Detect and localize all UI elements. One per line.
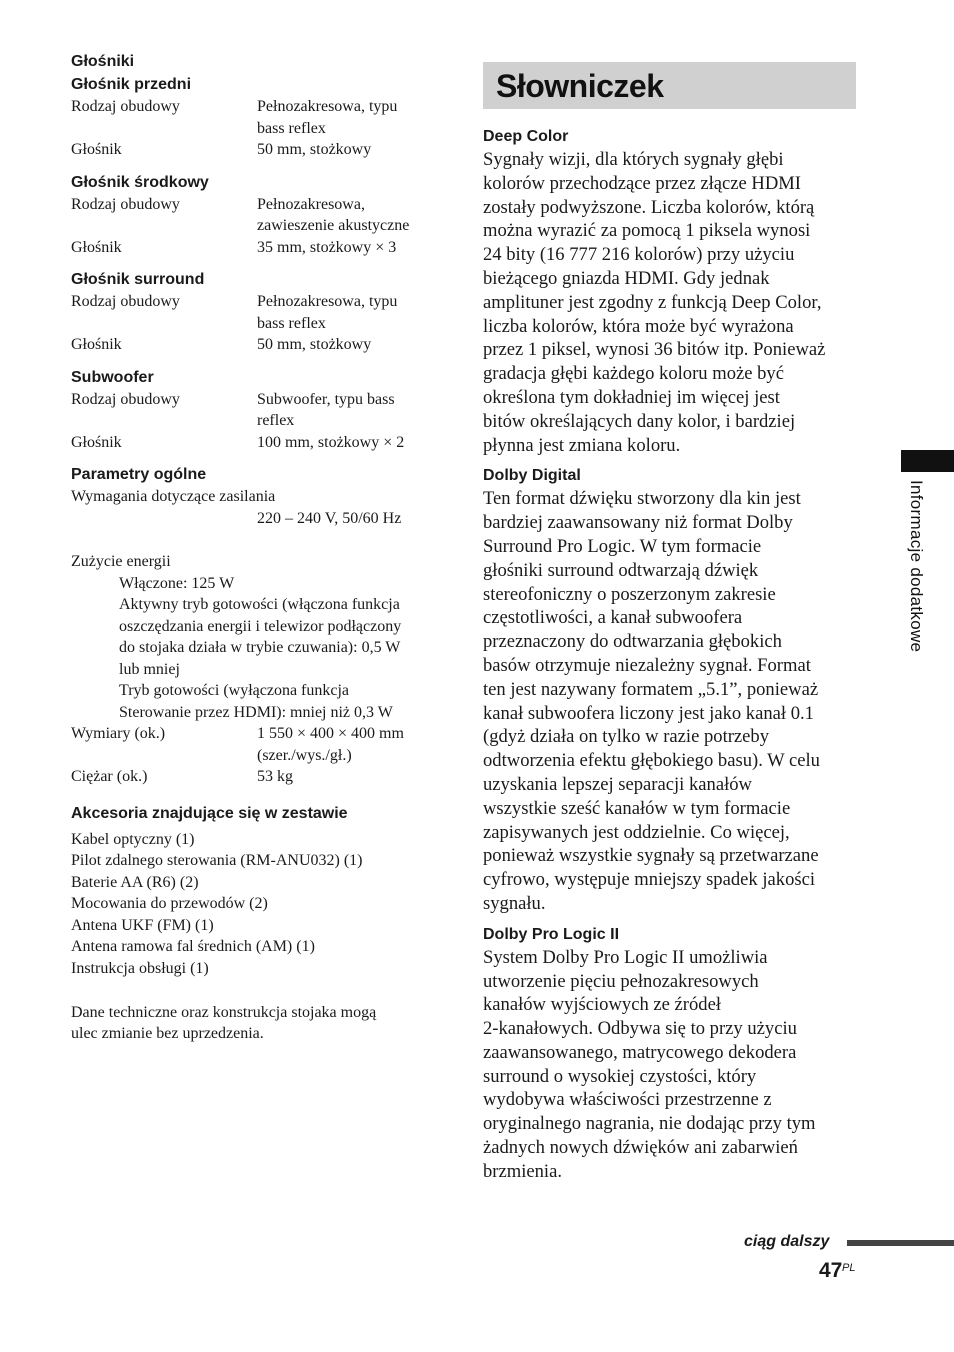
definition-line: 24 bity (16 777 216 kolorów) przy użyciu	[483, 244, 795, 266]
definition-line: System Dolby Pro Logic II umożliwia	[483, 946, 768, 968]
continued-bar	[847, 1240, 954, 1246]
definition-line: gradacja głębi każdego koloru może być	[483, 363, 784, 385]
definition-line: Ten format dźwięku stworzony dla kin jest	[483, 488, 801, 510]
weight-value: 53 kg	[257, 768, 293, 785]
spec-value	[257, 96, 451, 139]
spec-value	[257, 389, 451, 432]
spec-label: Rodzaj obudowy	[71, 390, 180, 408]
accessories-heading: Akcesoria znajdujące się w zestawie	[71, 804, 348, 822]
definition-line: wszystkie sześć kanałów w tym formacie	[483, 797, 791, 819]
definition-line: uzyskania lepszej separacji kanałów	[483, 773, 752, 795]
spec-value	[257, 291, 451, 334]
consumption-line: Aktywny tryb gotowości (włączona funkcja	[119, 596, 400, 613]
spec-value-line: bass reflex	[257, 119, 326, 137]
spec-row	[71, 723, 451, 766]
spec-row	[71, 291, 451, 334]
consumption-line: do stojaka działa w trybie czuwania): 0,5 W	[119, 639, 401, 656]
spec-value-line: 1 550 × 400 × 400 mm	[257, 725, 404, 742]
glossary-banner	[483, 62, 856, 109]
spec-label: Rodzaj obudowy	[71, 98, 180, 115]
definition-line: oryginalnego nagrania, nie dodając przy tym	[483, 1113, 816, 1135]
definition-line: bieżącego gniazda HDMI. Gdy jednak	[483, 267, 770, 289]
glossary-term: Dolby Pro Logic II	[483, 925, 620, 943]
spec-value-line: Subwoofer, typu bass	[257, 390, 395, 408]
definition-line: Surround Pro Logic. W tym formacie	[483, 535, 762, 557]
glossary-definition	[483, 148, 857, 457]
spec-value: 35 mm, stożkowy × 3	[257, 238, 397, 256]
spec-label: Rodzaj obudowy	[71, 195, 180, 213]
glossary-title: Słowniczek	[496, 68, 664, 104]
speakers-heading: Głośniki	[71, 53, 135, 70]
section-tab-marker	[901, 450, 954, 472]
spec-value: 50 mm, stożkowy	[257, 336, 372, 353]
spec-row	[71, 96, 451, 139]
general-parameters-heading: Parametry ogólne	[71, 466, 207, 483]
power-requirements-value: 220 – 240 V, 50/60 Hz	[257, 509, 402, 527]
definition-line: kolorów przechodzące przez złącze HDMI	[483, 172, 801, 194]
definition-line: zaawansowanego, matrycowego dekodera	[483, 1041, 797, 1063]
definition-line: określona tym dokładniej im więcej jest	[483, 386, 780, 408]
spec-label: Głośnik	[71, 238, 122, 256]
continued-label: ciąg dalszy	[744, 1233, 830, 1250]
dimensions-value	[257, 723, 451, 766]
glossary-column	[483, 126, 857, 1184]
front-speaker-heading: Głośnik przedni	[71, 76, 192, 93]
subwoofer-heading: Subwoofer	[71, 368, 154, 386]
definition-line: amplituner jest zgodny z funkcją Deep Color,	[483, 291, 822, 313]
spec-change-note	[71, 1002, 451, 1045]
spec-value-line: bass reflex	[257, 314, 326, 332]
spec-value-line: Pełnozakresowa, typu	[257, 293, 398, 310]
list-item: Instrukcja obsługi (1)	[71, 960, 209, 978]
spec-value-line: zawieszenie akustyczne	[257, 217, 410, 234]
definition-line: kanał subwoofera liczony jest jako kanał 0.1	[483, 702, 814, 724]
dimensions-label: Wymiary (ok.)	[71, 725, 166, 742]
spec-value: 100 mm, stożkowy × 2	[257, 433, 405, 451]
definition-line: surround o wysokiej czystości, który	[483, 1065, 757, 1087]
power-consumption-label: Zużycie energii	[71, 553, 171, 570]
definition-line: 2-kanałowych. Odbywa się to przy użyciu	[483, 1018, 797, 1040]
spec-value: 50 mm, stożkowy	[257, 141, 372, 158]
specifications-column	[71, 50, 451, 1045]
definition-line: stereofoniczny o poszerzonym zakresie	[483, 583, 776, 605]
list-item: Pilot zdalnego sterowania (RM-ANU032) (1)	[71, 852, 363, 870]
list-item: Baterie AA (R6) (2)	[71, 873, 199, 891]
consumption-line: lub mniej	[119, 660, 180, 678]
list-item: Mocowania do przewodów (2)	[71, 895, 268, 913]
accessories-list	[71, 829, 451, 980]
definition-line: kanałów wyjściowych ze źródeł	[483, 994, 722, 1016]
glossary-definition	[483, 487, 857, 915]
definition-line: (gdyż działa on tylko w razie potrzeby	[483, 726, 770, 748]
list-item: Antena UKF (FM) (1)	[71, 916, 214, 934]
glossary-term: Dolby Digital	[483, 467, 581, 485]
consumption-line: Sterowanie przez HDMI): mniej niż 0,3 W	[119, 703, 393, 721]
spec-label: Głośnik	[71, 141, 122, 158]
list-item: Kabel optyczny (1)	[71, 830, 195, 848]
power-requirements-label: Wymagania dotyczące zasilania	[71, 488, 276, 505]
note-line: ulec zmianie bez uprzedzenia.	[71, 1025, 264, 1043]
definition-line: cyfrowo, występuje mniejszy spadek jakości	[483, 869, 816, 891]
spec-label: Głośnik	[71, 336, 122, 353]
spec-value	[257, 194, 451, 237]
section-tab-label: Informacje dodatkowe	[907, 480, 926, 653]
definition-line: wydobywa właściwości przestrzenne z	[483, 1089, 772, 1111]
definition-line: przeznaczony do odtwarzania głębokich	[483, 631, 782, 653]
spec-row	[71, 766, 451, 788]
definition-line: ten jest nazywany formatem „5.1”, ponieważ	[483, 678, 819, 700]
definition-line: żadnych nowych dźwięków ani zabarwień	[483, 1137, 798, 1159]
definition-line: bitów określających dany kolor, i bardziej	[483, 410, 796, 432]
definition-line: sygnału.	[483, 892, 546, 914]
consumption-line: Włączone: 125 W	[119, 574, 235, 592]
consumption-line: oszczędzania energii i telewizor podłączony	[119, 617, 402, 635]
definition-line: ponieważ wszystkie sygnały są przetwarzane	[483, 845, 819, 867]
definition-line: Sygnały wizji, dla których sygnały głębi	[483, 149, 784, 170]
definition-line: basów otrzymuje niezależny sygnał. Format	[483, 654, 811, 676]
definition-line: liczba kolorów, która może być wyrażona	[483, 315, 794, 337]
spec-row	[71, 237, 451, 259]
spec-value-line: Pełnozakresowa, typu	[257, 98, 398, 115]
definition-line: utworzenie pięciu pełnozakresowych	[483, 970, 759, 992]
surround-speaker-heading: Głośnik surround	[71, 271, 205, 288]
note-line: Dane techniczne oraz konstrukcja stojaka mogą	[71, 1003, 377, 1021]
spec-value-line: Pełnozakresowa,	[257, 195, 365, 213]
center-speaker-heading: Głośnik środkowy	[71, 173, 209, 191]
definition-line: płynna jest zmiana koloru.	[483, 434, 681, 456]
definition-line: można wyrazić za pomocą 1 piksela wynosi	[483, 220, 811, 242]
definition-line: zapisywanych jest oddzielnie. Co więcej,	[483, 821, 790, 843]
page-number: 47	[819, 1259, 843, 1282]
spec-row	[71, 139, 451, 161]
spec-row	[71, 432, 451, 454]
definition-line: głośniki surround odtwarzają dźwięk	[483, 559, 759, 581]
glossary-definition	[483, 946, 857, 1184]
spec-row	[71, 334, 451, 356]
spec-row	[71, 194, 451, 237]
definition-line: bardziej zaawansowany niż format Dolby	[483, 512, 793, 534]
consumption-line: Tryb gotowości (wyłączona funkcja	[119, 682, 350, 699]
definition-line: częstotliwości, a kanał subwoofera	[483, 607, 743, 629]
spec-value-line: reflex	[257, 412, 295, 429]
spec-value-line: (szer./wys./gł.)	[257, 746, 352, 764]
definition-line: przez 1 piksel, wynosi 36 bitów itp. Ponieważ	[483, 339, 826, 361]
spec-label: Głośnik	[71, 433, 122, 451]
list-item: Antena ramowa fal średnich (AM) (1)	[71, 938, 315, 956]
spec-row	[71, 389, 451, 432]
definition-line: odtworzenia efektu głębokiego basu). W celu	[483, 750, 820, 772]
definition-line: zostały podwyższone. Liczba kolorów, którą	[483, 196, 815, 218]
weight-label: Ciężar (ok.)	[71, 768, 148, 785]
glossary-term: Deep Color	[483, 128, 569, 145]
page-language-suffix: PL	[842, 1262, 856, 1274]
spec-label: Rodzaj obudowy	[71, 293, 180, 310]
definition-line: brzmienia.	[483, 1160, 562, 1182]
